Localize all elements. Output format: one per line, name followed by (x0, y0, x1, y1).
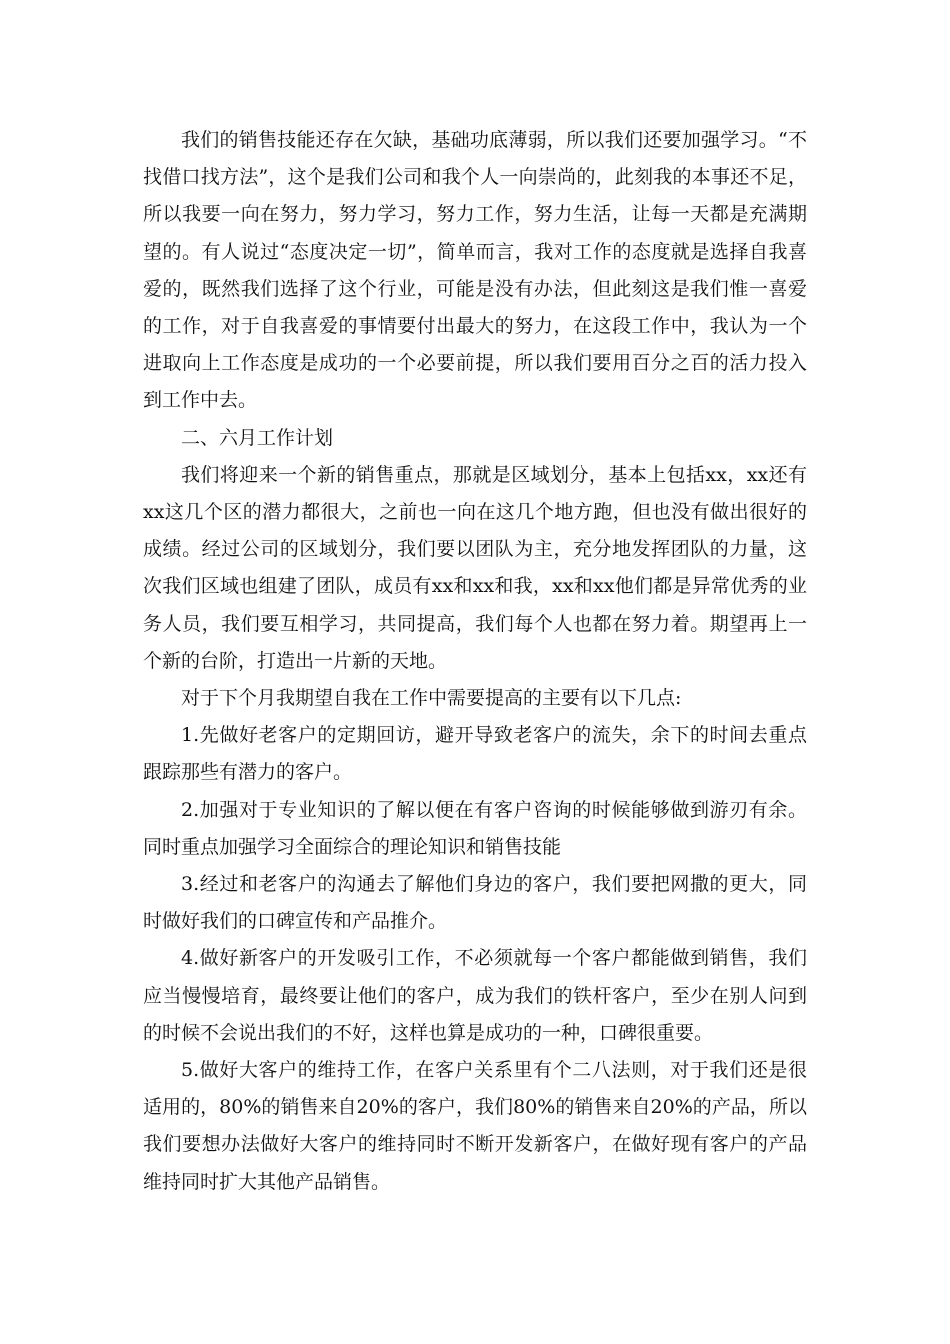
paragraph-region-division: 我们将迎来一个新的销售重点，那就是区域划分，基本上包括xx，xx还有xx这几个区的潜力都很大，之前也一向在这几个地方跑，但也没有做出很好的成绩。经过公司的区域划分，我们要以团队为主，充分地发挥团队的力量，这次我们区域也组建了团队，成员有xx和xx和我，xx和xx他们都是异常优秀的业务人员，我们要互相学习，共同提高，我们每个人也都在努力着。期望再上一个新的台阶，打造出一片新的天地。 (143, 463, 807, 672)
list-item-2: 2.加强对于专业知识的了解以便在有客户咨询的时候能够做到游刃有余。同时重点加强学习全面综合的理论知识和销售技能 (143, 798, 807, 858)
list-item-3: 3.经过和老客户的沟通去了解他们身边的客户，我们要把网撒的更大，同时做好我们的口碑宣传和产品推介。 (143, 873, 807, 933)
section-heading-june-plan: 二、六月工作计划 (181, 426, 334, 449)
paragraph-improvement-intro: 对于下个月我期望自我在工作中需要提高的主要有以下几点: (181, 687, 682, 710)
paragraph-skills-attitude: 我们的销售技能还存在欠缺，基础功底薄弱，所以我们还要加强学习。“不找借口找方法”，这个是我们公司和我个人一向崇尚的，此刻我的本事还不足，所以我要一向在努力，努力学习，努力工作，努力生活，让每一天都是充满期望的。有人说过“态度决定一切”，简单而言，我对工作的态度就是选择自我喜爱的，既然我们选择了这个行业，可能是没有办法，但此刻这是我们惟一喜爱的工作，对于自我喜爱的事情要付出最大的努力，在这段工作中，我认为一个进取向上工作态度是成功的一个必要前提，所以我们要用百分之百的活力投入到工作中去。 (143, 129, 807, 412)
list-item-4: 4.做好新客户的开发吸引工作，不必须就每一个客户都能做到销售，我们应当慢慢培育，最终要让他们的客户，成为我们的铁杆客户，至少在别人问到的时候不会说出我们的不好，这样也算是成功的一种，口碑很重要。 (143, 947, 807, 1044)
list-item-5: 5.做好大客户的维持工作，在客户关系里有个二八法则，对于我们还是很适用的，80%的销售来自20%的客户，我们80%的销售来自20%的产品，所以我们要想办法做好大客户的维持同时不断开发新客户，在做好现有客户的产品维持同时扩大其他产品销售。 (143, 1059, 807, 1193)
document-body (143, 122, 807, 1201)
list-item-1: 1.先做好老客户的定期回访，避开导致老客户的流失，余下的时间去重点跟踪那些有潜力的客户。 (143, 724, 807, 784)
